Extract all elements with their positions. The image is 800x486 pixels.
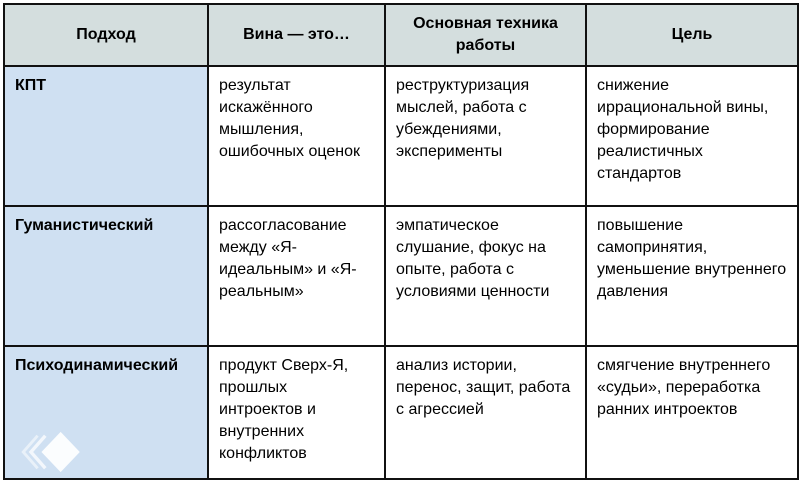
cell-technique: реструктуризация мыслей, работа с убеждениями, эксперименты [385, 66, 586, 206]
cell-goal: смягчение внутреннего «судьи», переработка ранних интроектов [586, 346, 798, 479]
cell-approach-humanistic: Гуманистический [4, 206, 208, 346]
col-header-guilt-is: Вина — это… [208, 4, 385, 66]
cell-approach-psychodynamic [4, 346, 208, 479]
cell-technique: эмпатическое слушание, фокус на опыте, работа с условиями ценности [385, 206, 586, 346]
col-header-technique: Основная техника работы [385, 4, 586, 66]
table-row [4, 66, 798, 206]
cell-goal: снижение иррациональной вины, формирование реалистичных стандартов [586, 66, 798, 206]
approach-label: Психодинамический [15, 357, 179, 374]
col-header-goal: Цель [586, 4, 798, 66]
cell-goal: повышение самопринятия, уменьшение внутреннего давления [586, 206, 798, 346]
layered-diamond-logo-icon [21, 429, 83, 475]
table-row [4, 346, 798, 479]
cell-approach-kpt: КПТ [4, 66, 208, 206]
table-header-row [4, 4, 798, 66]
cell-technique: анализ истории, перенос, защит, работа с агрессией [385, 346, 586, 479]
col-header-approach: Подход [4, 4, 208, 66]
therapy-approaches-table [3, 3, 799, 480]
cell-guilt-is: результат искажённого мышления, ошибочных оценок [208, 66, 385, 206]
cell-guilt-is: рассогласование между «Я-идеальным» и «Я-реальным» [208, 206, 385, 346]
cell-guilt-is: продукт Сверх-Я, прошлых интроектов и внутренних конфликтов [208, 346, 385, 479]
table-row [4, 206, 798, 346]
